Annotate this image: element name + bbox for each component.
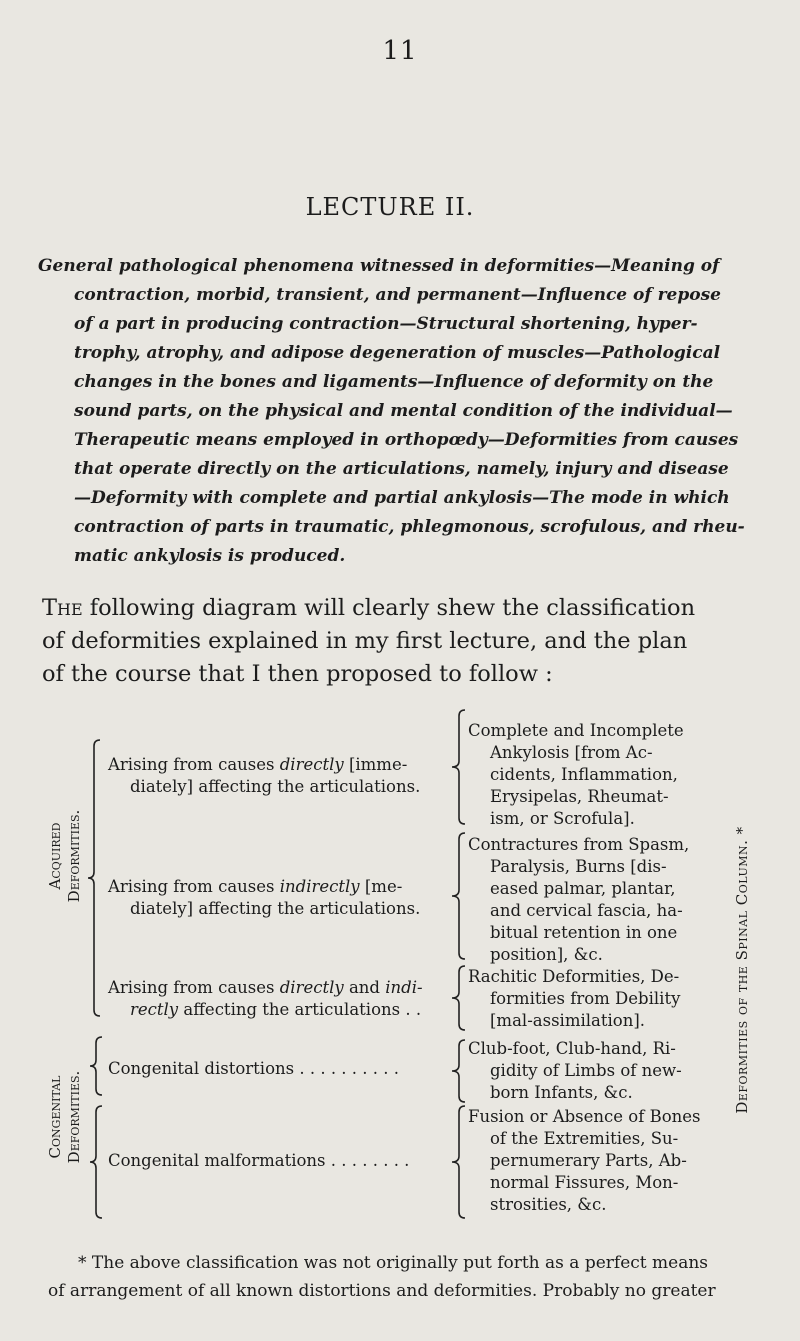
acquired-indirect-examples: Contractures from Spasm, Paralysis, Burns [dis- eased palmar, plantar, and cervical fascia, ha- bitual retention in one position], &c. [468, 835, 690, 964]
congenital-deformities-label: Congenital Deformities. [46, 1070, 83, 1164]
congenital-malformations-examples: Fusion or Absence of Bones of the Extremities, Su- pernumerary Parts, Ab- normal Fissures, Mon- strosities, &c. [468, 1107, 701, 1214]
page-number: 11 [382, 36, 418, 66]
summary-line: that operate directly on the articulations, namely, injury and disease [74, 459, 729, 479]
footnote-line: of arrangement of all known distortions and deformities. Probably no greater [48, 1281, 716, 1301]
spinal-column-label: Deformities of the Spinal Column. * [733, 826, 751, 1114]
summary-line: sound parts, on the physical and mental condition of the individual— [74, 401, 733, 421]
acquired-brace-icon [86, 738, 106, 1018]
intro-line: of deformities explained in my first lecture, and the plan [42, 628, 688, 654]
footnote [48, 1249, 716, 1305]
intro-line: of the course that I then proposed to follow : [42, 661, 553, 687]
summary-line: General pathological phenomena witnessed in deformities—Meaning of [38, 256, 720, 276]
summary-line: trophy, atrophy, and adipose degeneration of muscles—Pathological [74, 343, 721, 363]
acquired-indirect-cause: Arising from causes indirectly [me- diately] affecting the articulations. [108, 877, 421, 918]
lecture-summary [38, 252, 760, 571]
summary-line: contraction of parts in traumatic, phlegmonous, scrofulous, and rheu- [74, 517, 745, 537]
congenital-malformations-cause: Congenital malformations . . . . . . . . [108, 1151, 410, 1170]
summary-line: matic ankylosis is produced. [74, 546, 346, 566]
summary-line: of a part in producing contraction—Structural shortening, hyper- [74, 314, 698, 334]
footnote-line: * The above classification was not originally put forth as a perfect means [78, 1253, 708, 1273]
congenital-distortions-examples: Club-foot, Club-hand, Ri- gidity of Limbs of new- born Infants, &c. [468, 1039, 682, 1102]
intro-lead-word: The [42, 595, 83, 621]
congenital-distortions-brace-icon [88, 1035, 108, 1097]
congenital-malformations-brace-icon [88, 1104, 108, 1220]
summary-line: —Deformity with complete and partial ankylosis—The mode in which [74, 488, 730, 508]
summary-line: contraction, morbid, transient, and permanent—Influence of repose [74, 285, 721, 305]
lecture-title: LECTURE II. [305, 193, 475, 221]
intro-line: following diagram will clearly shew the classification [82, 595, 696, 621]
classification-diagram [0, 700, 800, 1220]
acquired-deformities-label: Acquired Deformities. [46, 809, 83, 903]
acquired-direct-indirect-cause: Arising from causes directly and indi- rectly affecting the articulations . . [108, 978, 423, 1019]
congenital-distortions-cause: Congenital distortions . . . . . . . . . . [108, 1059, 399, 1078]
acquired-direct-cause: Arising from causes directly [imme- diately] affecting the articulations. [108, 755, 421, 796]
summary-line: changes in the bones and ligaments—Influence of deformity on the [74, 372, 714, 392]
acquired-direct-examples: Complete and Incomplete Ankylosis [from Ac- cidents, Inflammation, Erysipelas, Rheumat- ism, or Scrofula]. [468, 721, 684, 828]
acquired-direct-indirect-examples: Rachitic Deformities, De- formities from Debility [mal-assimilation]. [468, 967, 681, 1030]
summary-line: Therapeutic means employed in orthopœdy—Deformities from causes [74, 430, 739, 450]
intro-paragraph [42, 592, 695, 691]
